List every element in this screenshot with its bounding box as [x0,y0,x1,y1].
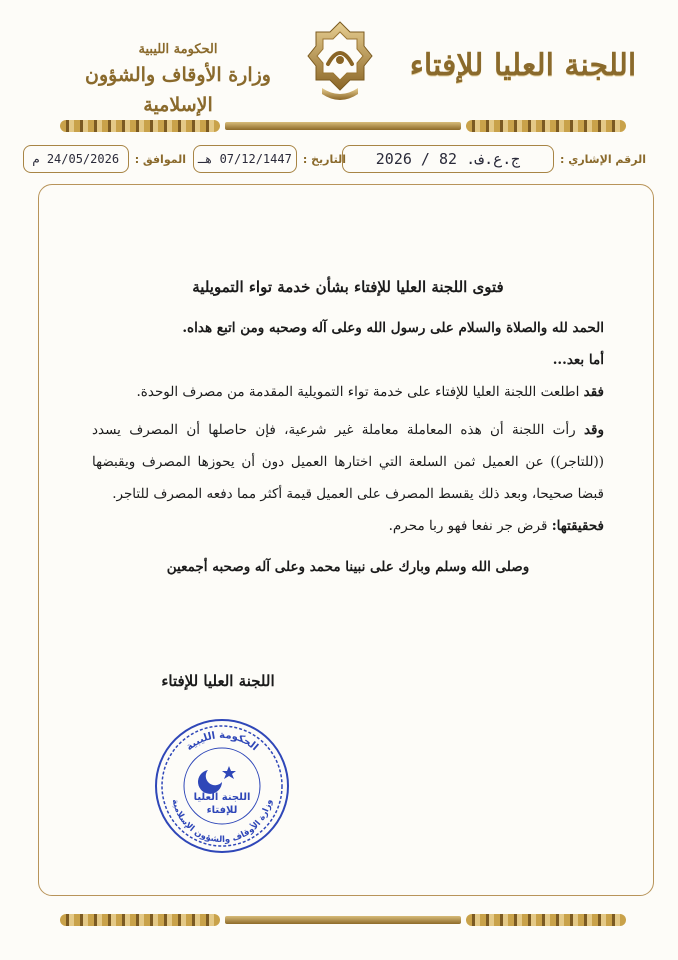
paragraph-1-text: اطلعت اللجنة العليا للإفتاء على خدمة تواء التمويلية المقدمة من مصرف الوحدة. [136,384,584,400]
stamp-center-2: للإفتاء [206,805,238,816]
ministry-logotype [58,40,298,116]
official-stamp [152,716,292,856]
paragraph-3 [92,510,604,542]
date-value: 07/12/1447 هـ [193,145,297,173]
government-name: الحكومة الليبية [138,42,218,57]
bottom-ornament [60,912,626,928]
amma-baad: أما بعد... [552,352,604,368]
paragraph-3-lead: فحقيقتها: [551,518,604,534]
signature-block: اللجنة العليا للإفتاء [161,672,275,690]
paragraph-1-lead: فقد [583,384,604,400]
stamp-center-1: اللجنة العليا [193,792,251,803]
paragraph-2 [92,414,604,510]
top-ornament [60,118,626,134]
paragraph-3-text: قرض جر نفعا فهو ربا محرم. [388,518,552,534]
ministry-name: وزارة الأوقاف والشؤون الإسلامية [85,64,271,116]
date-label: التاريخ : [302,152,346,166]
paragraph-1 [92,376,604,408]
stamp-bottom-text: وزارة الأوقاف والشؤون الإسلامية [169,798,275,846]
praise-line: الحمد لله والصلاة والسلام على رسول الله وعلى آله وصحبه ومن اتبع هداه. [182,320,604,336]
paragraph-2-lead: وقد [583,422,604,438]
crescent-icon [198,770,222,794]
svg-text:الحكومة الليبية [184,730,260,753]
hijri-date [193,142,346,176]
stamp-top-text: الحكومة الليبية [184,729,260,754]
reference-value: ج.ع.ف. 82 / 2026 [342,145,554,173]
star-icon [222,766,236,779]
letterhead [0,0,678,116]
corresponds-value: 24/05/2026 م [23,145,129,173]
fatwa-title: فتوى اللجنة العليا للإفتاء بشأن خدمة تواء التمويلية [192,278,504,296]
committee-logotype: اللجنة العليا للإفتاء [409,48,637,83]
reference-number [342,142,646,176]
corresponds-label: الموافق : [134,152,186,166]
gregorian-date [23,142,186,176]
paragraph-2-text: رأت اللجنة أن هذه المعاملة معاملة غير شرعية، فإن حاصلها أن المصرف يسدد ((للتاجر)) عن العميل ثمن السلعة التي اختارها العميل دون أن يحوزها المصرف ويقبضها قبضا صحيحا، وبعد ذلك يقسط المصرف على العميل قيمة أكثر مما دفعه المصرف للتاجر. [92,422,604,502]
closing-prayer: وصلى الله وسلم وبارك على نبينا محمد وعلى آله وصحبه أجمعين [166,559,530,575]
fatwa-body [92,272,604,582]
reference-label: الرقم الإشاري : [560,152,646,166]
emblem-logo [306,20,374,104]
reference-row [32,142,646,176]
